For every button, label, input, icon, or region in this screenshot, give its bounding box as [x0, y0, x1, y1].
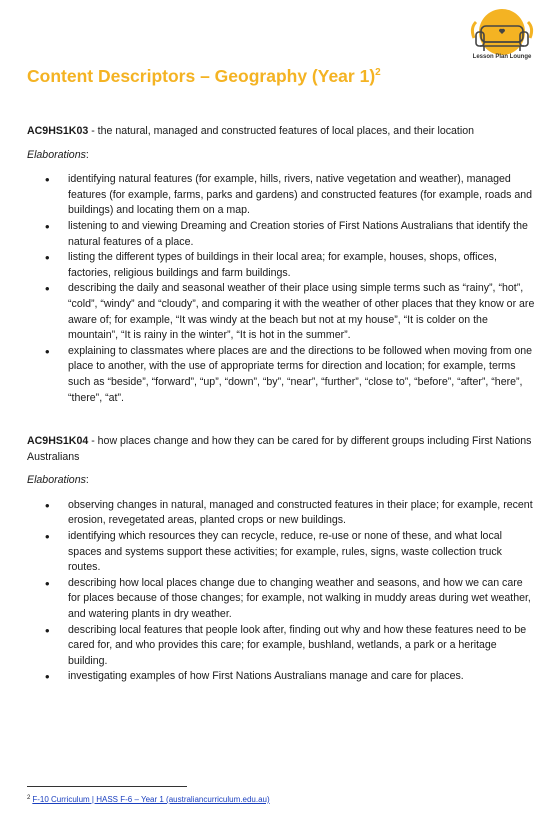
content-descriptor [27, 434, 537, 465]
descriptor-code: AC9HS1K03 [27, 125, 89, 137]
content-descriptor [27, 124, 537, 140]
list-item: • describing the daily and seasonal weather of their place using simple terms such as “rainy”, “hot”, “cold”, “windy” and “cloudy”, and comparing it with the weather of other places that they know or are aware of; for example, “It was windy at the beach but not at my house”, “It is colder on the mountain”, “It is rainy in the winter”, “It is hot in the summer”. [27, 281, 537, 343]
list-item: • describing local features that people look after, finding out why and how these features need to be cared for, and who provides this care; for example, bushland, wetlands, a park or a heritage building. [27, 623, 537, 670]
list-item: • describing how local places change due to changing weather and seasons, and how we can care for places because of those changes; for example, not walking in muddy areas during wet weather, and watering plants in dry weather. [27, 576, 537, 623]
descriptor-text: - the natural, managed and constructed features of local places, and their location [88, 125, 474, 137]
elaborations-heading [27, 148, 537, 164]
list-item: • identifying natural features (for example, hills, rivers, native vegetation and weather), managed features (for example, farms, parks and gardens) and constructed features (for example, roads and buildings) and locating them on a map. [27, 172, 537, 219]
list-item: • listing the different types of buildings in their local area; for example, houses, shops, offices, factories, religious buildings and farm buildings. [27, 250, 537, 281]
list-item: • listening to and viewing Dreaming and Creation stories of First Nations Australians that identify the natural features of a place. [27, 219, 537, 250]
footnote [27, 795, 270, 804]
footnote-number: 2 [27, 795, 31, 801]
descriptor-code: AC9HS1K04 [27, 435, 89, 447]
content-descriptor-section [27, 124, 537, 406]
logo-text: Lesson Plan Lounge [472, 54, 532, 60]
content-descriptor-section [27, 434, 537, 685]
list-item: • identifying which resources they can recycle, reduce, re-use or none of these, and what local spaces and systems support these activities; for example, rules, signs, waste collection truck routes. [27, 529, 537, 576]
page-title [27, 66, 381, 87]
footnote-divider [27, 786, 187, 787]
elaborations-heading [27, 473, 537, 489]
elaborations-colon: : [85, 474, 89, 487]
list-item: • investigating examples of how First Nations Australians manage and care for places. [27, 669, 537, 685]
list-item: • explaining to classmates where places are and the directions to be followed when moving from one place to another, with the use of appropriate terms for direction and location; for example, terms such as “beside”, “forward”, “up”, “down”, “by”, “near”, “further”, “close to”, “before”, “after”, “here”, “there”, “at”. [27, 344, 537, 406]
footnote-link[interactable]: F-10 Curriculum | HASS F-6 – Year 1 (australiancurriculum.edu.au) [32, 795, 270, 804]
elaborations-list [27, 498, 537, 685]
elaborations-label: Elaborations [27, 474, 86, 487]
elaborations-colon: : [85, 148, 89, 161]
list-item: • observing changes in natural, managed and constructed features in their place; for example, recent erosion, revegetated areas, planted crops or new buildings. [27, 498, 537, 529]
descriptor-text: - how places change and how they can be cared for by different groups including First Nations Australians [27, 435, 532, 463]
elaborations-label: Elaborations [27, 148, 86, 161]
page-title-text: Content Descriptors – Geography (Year 1) [27, 66, 376, 86]
footnote-ref[interactable]: 2 [375, 67, 381, 78]
elaborations-list [27, 172, 537, 406]
